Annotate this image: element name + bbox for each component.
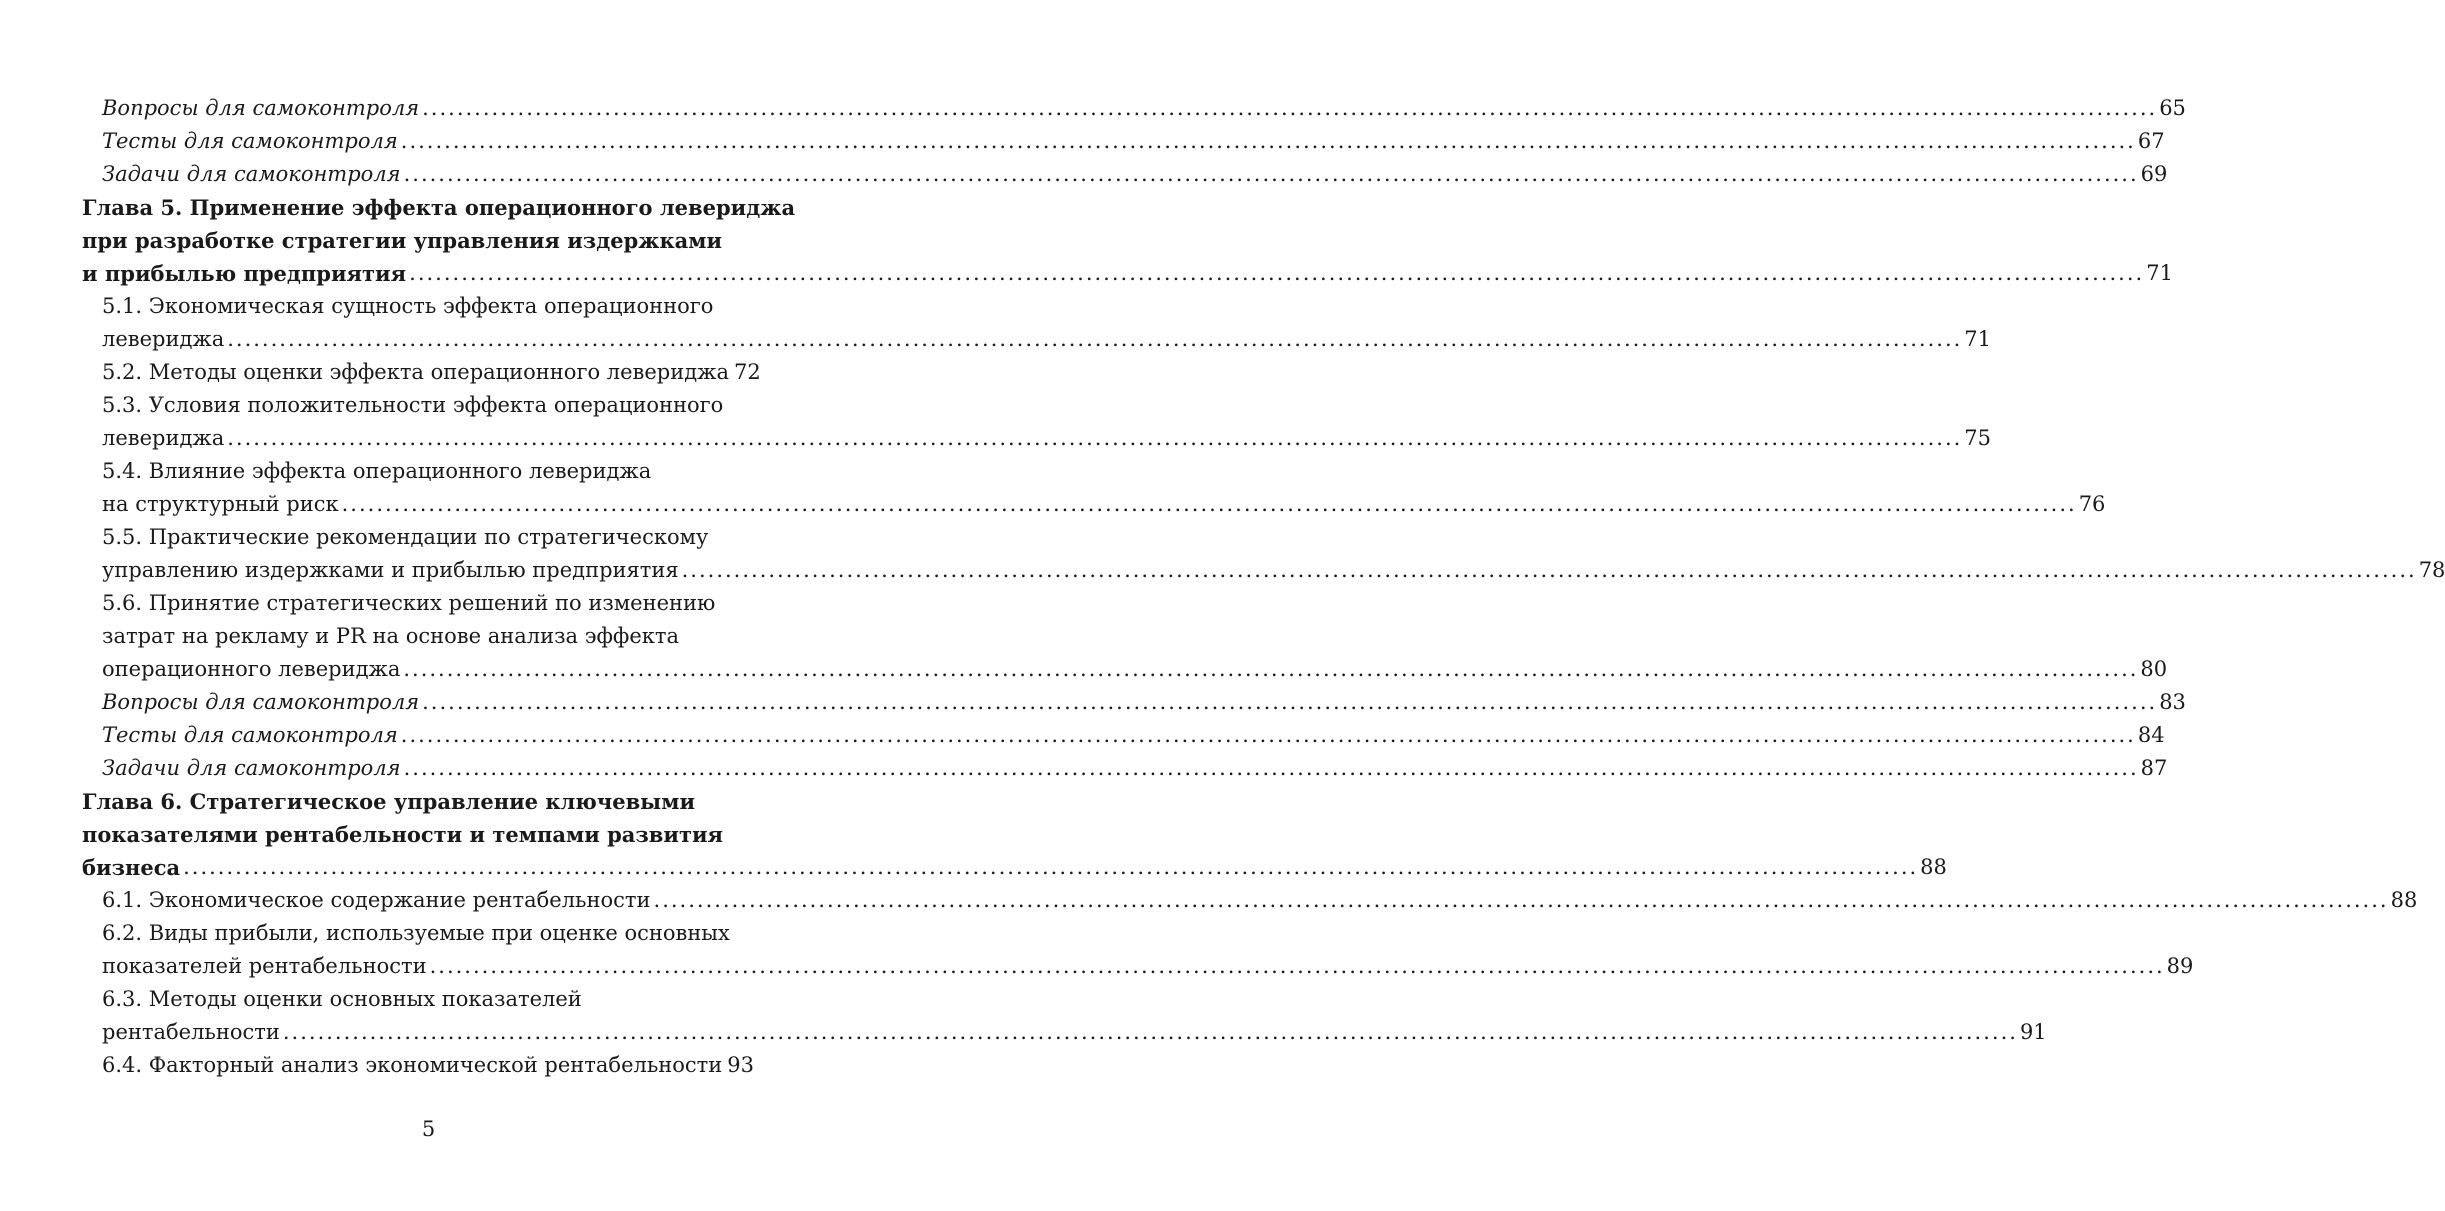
toc-entry-6-4: 6.4. Факторный анализ экономической рентабельности 93 (82, 1049, 754, 1082)
table-of-contents (82, 92, 2445, 1082)
dot-leader: ........................................................................................................................................................................................................ (681, 558, 2417, 582)
toc-page-number: 75 (1964, 426, 1992, 450)
toc-page-number: 83 (2159, 690, 2186, 714)
chapter-6-title-line-3: бизнеса ........................................................................................................................................................................................................ 88 (82, 851, 754, 884)
toc-entry-5-6-line-1: 5.6. Принятие стратегических решений по изменению (102, 591, 716, 615)
toc-entry-5-4-line-2: на структурный риск ........................................................................................................................................................................................................ 76 (82, 488, 754, 521)
toc-entry-self-check-questions: Вопросы для самоконтроля ........................................................................................................................................................................................................ 65 (82, 92, 754, 125)
dot-leader: ........................................................................................................................................................................................................ (422, 690, 2158, 714)
dot-leader: ........................................................................................................................................................................................................ (409, 261, 2145, 285)
toc-entry-6-3-line-2: рентабельности ........................................................................................................................................................................................................ 91 (82, 1016, 754, 1049)
toc-page-number: 72 (734, 360, 761, 384)
toc-entry-5-6-line-2: затрат на рекламу и PR на основе анализа эффекта (102, 624, 680, 648)
toc-page-number: 88 (1920, 855, 1947, 879)
dot-leader: ........................................................................................................................................................................................................ (227, 327, 1963, 351)
chapter-6-title-line-1: Глава 6. Стратегическое управление ключевыми (82, 789, 696, 814)
toc-entry-self-check-tasks: Задачи для самоконтроля ........................................................................................................................................................................................................ 69 (82, 158, 754, 191)
dot-leader: ........................................................................................................................................................................................................ (403, 657, 2139, 681)
toc-page-number: 71 (1964, 327, 1992, 351)
toc-page-number: 80 (2140, 657, 2168, 681)
toc-entry-ch5-tasks: Задачи для самоконтроля ........................................................................................................................................................................................................ 87 (82, 752, 754, 785)
toc-entry-5-3-line-1: 5.3. Условия положительности эффекта операционного (102, 393, 724, 417)
toc-page-number: 69 (2140, 162, 2168, 186)
toc-page-number: 67 (2137, 129, 2165, 153)
dot-leader: ........................................................................................................................................................................................................ (282, 1020, 2018, 1044)
dot-leader: ........................................................................................................................................................................................................ (183, 855, 1919, 879)
dot-leader: ........................................................................................................................................................................................................ (653, 888, 2389, 912)
toc-entry-5-2: 5.2. Методы оценки эффекта операционного левериджа 72 (82, 356, 754, 389)
toc-entry-6-2-line-2: показателей рентабельности ........................................................................................................................................................................................................ 89 (82, 950, 754, 983)
dot-leader: ........................................................................................................................................................................................................ (341, 492, 2077, 516)
toc-entry-5-1-line-2: левериджа ........................................................................................................................................................................................................ 71 (82, 323, 754, 356)
toc-entry-6-1: 6.1. Экономическое содержание рентабельности ........................................................................................................................................................................................................ 88 (82, 884, 754, 917)
toc-page-number: 76 (2078, 492, 2106, 516)
chapter-5-title-line-2: при разработке стратегии управления издержками (82, 228, 723, 253)
toc-entry-ch5-tests: Тесты для самоконтроля ........................................................................................................................................................................................................ 84 (82, 719, 754, 752)
dot-leader: ........................................................................................................................................................................................................ (422, 96, 2158, 120)
dot-leader: ........................................................................................................................................................................................................ (400, 723, 2136, 747)
toc-entry-5-5-line-2: управлению издержками и прибылью предприятия ........................................................................................................................................................................................................ 78 (82, 554, 754, 587)
toc-page-number: 87 (2140, 756, 2168, 780)
toc-entry-5-4-line-1: 5.4. Влияние эффекта операционного левериджа (102, 459, 652, 483)
toc-page-number: 71 (2146, 261, 2173, 285)
toc-entry-5-1-line-1: 5.1. Экономическая сущность эффекта операционного (102, 294, 714, 318)
chapter-6-title-line-2: показателями рентабельности и темпами развития (82, 822, 724, 847)
chapter-5-title-line-1: Глава 5. Применение эффекта операционного левериджа (82, 195, 796, 220)
toc-entry-self-check-tests: Тесты для самоконтроля ........................................................................................................................................................................................................ 67 (82, 125, 754, 158)
chapter-5-title-line-3: и прибылью предприятия ........................................................................................................................................................................................................ 71 (82, 257, 754, 290)
dot-leader: ........................................................................................................................................................................................................ (403, 756, 2139, 780)
dot-leader: ........................................................................................................................................................................................................ (403, 162, 2139, 186)
toc-entry-6-3-line-1: 6.3. Методы оценки основных показателей (102, 987, 582, 1011)
toc-page-number: 65 (2159, 96, 2186, 120)
toc-page-number: 91 (2019, 1020, 2047, 1044)
dot-leader: ........................................................................................................................................................................................................ (227, 426, 1963, 450)
dot-leader: ........................................................................................................................................................................................................ (429, 954, 2165, 978)
toc-page-number: 84 (2137, 723, 2165, 747)
toc-page-number: 88 (2390, 888, 2418, 912)
toc-entry-5-6-line-3: операционного левериджа ........................................................................................................................................................................................................ 80 (82, 653, 754, 686)
toc-page-number: 78 (2418, 558, 2445, 582)
page-number: 5 (421, 1117, 436, 1141)
toc-entry-5-5-line-1: 5.5. Практические рекомендации по стратегическому (102, 525, 709, 549)
toc-entry-6-2-line-1: 6.2. Виды прибыли, используемые при оценке основных (102, 921, 730, 945)
toc-entry-5-3-line-2: левериджа ........................................................................................................................................................................................................ 75 (82, 422, 754, 455)
dot-leader: ........................................................................................................................................................................................................ (400, 129, 2136, 153)
toc-entry-ch5-questions: Вопросы для самоконтроля ........................................................................................................................................................................................................ 83 (82, 686, 754, 719)
toc-page-number: 89 (2166, 954, 2194, 978)
toc-page-number: 93 (727, 1053, 755, 1077)
